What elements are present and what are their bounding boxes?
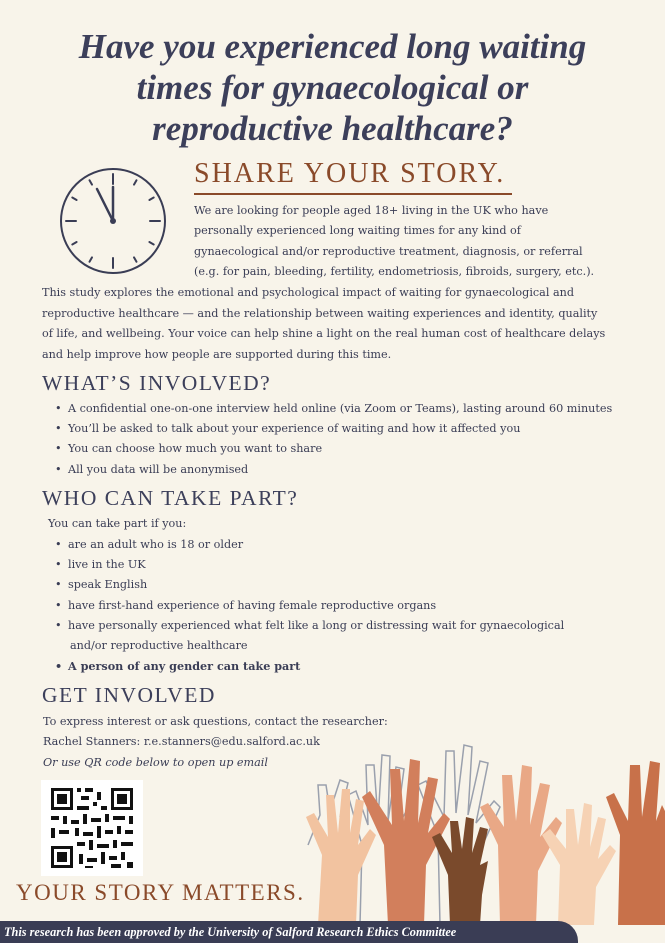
eligibility-list	[54, 535, 564, 676]
researcher-contact[interactable]: Rachel Stanners: r.e.stanners@edu.salford.ac.uk	[43, 735, 320, 748]
list-item-continuation: and/or reproductive healthcare	[70, 639, 248, 653]
list-item: • A confidential one-on-one interview held online (via Zoom or Teams), lasting around 60 minutes	[54, 399, 612, 419]
study-line: This study explores the emotional and psychological impact of waiting for gynaecological and	[42, 286, 575, 299]
study-line: of life, and wellbeing. Your voice can help shine a light on the real human cost of healthcare delays	[42, 327, 606, 340]
list-item-text: have personally experienced what felt like a long or distressing wait for gynaecological	[68, 618, 565, 632]
who-can-take-part-heading: WHO CAN TAKE PART?	[42, 486, 299, 510]
story-matters-heading: YOUR STORY MATTERS.	[16, 880, 305, 905]
study-line: reproductive healthcare — and the relationship between waiting experiences and identity, quality	[42, 306, 598, 320]
study-line: and help improve how people are supported during this time.	[42, 347, 392, 361]
intro-line: gynaecological and/or reproductive treatment, diagnosis, or referral	[194, 244, 583, 258]
involved-list	[54, 399, 612, 480]
list-item: • speak English	[54, 575, 564, 595]
list-item: • You’ll be asked to talk about your experience of waiting and how it affected you	[54, 419, 612, 439]
get-involved-heading: GET INVOLVED	[42, 683, 216, 707]
list-item: • live in the UK	[54, 555, 564, 575]
title-line: Have you experienced long waiting	[78, 27, 587, 66]
title-line: times for gynaecological or	[136, 68, 529, 107]
ethics-approval-text: This research has been approved by the University of Salford Research Ethics Committee	[4, 925, 457, 939]
list-item: • have first-hand experience of having female reproductive organs	[54, 596, 564, 616]
raised-hands-illustration	[300, 725, 665, 925]
qr-code[interactable]	[41, 780, 143, 876]
intro-line: personally experienced long waiting times for any kind of	[194, 224, 521, 238]
list-item: • You can choose how much you want to share	[54, 439, 612, 459]
study-paragraph	[42, 283, 648, 365]
title-line: reproductive healthcare?	[152, 109, 513, 148]
intro-line: We are looking for people aged 18+ living in the UK who have	[194, 204, 549, 217]
clock-icon	[57, 165, 169, 277]
whats-involved-heading: WHAT’S INVOLVED?	[42, 371, 272, 395]
list-item: • All you data will be anonymised	[54, 460, 612, 480]
share-heading: SHARE YOUR STORY.	[194, 158, 506, 189]
list-item: • are an adult who is 18 or older	[54, 535, 564, 555]
ethics-footer	[0, 921, 578, 943]
qr-instruction: Or use QR code below to open up email	[43, 756, 268, 769]
intro-line: (e.g. for pain, bleeding, fertility, endometriosis, fibroids, surgery, etc.).	[194, 264, 595, 278]
eligibility-lead: You can take part if you:	[48, 517, 187, 530]
page-title	[20, 26, 645, 149]
contact-intro: To express interest or ask questions, contact the researcher:	[43, 715, 388, 728]
list-item: • A person of any gender can take part	[54, 656, 564, 676]
heading-underline	[194, 193, 512, 195]
intro-paragraph	[194, 201, 634, 282]
list-item	[54, 616, 564, 656]
